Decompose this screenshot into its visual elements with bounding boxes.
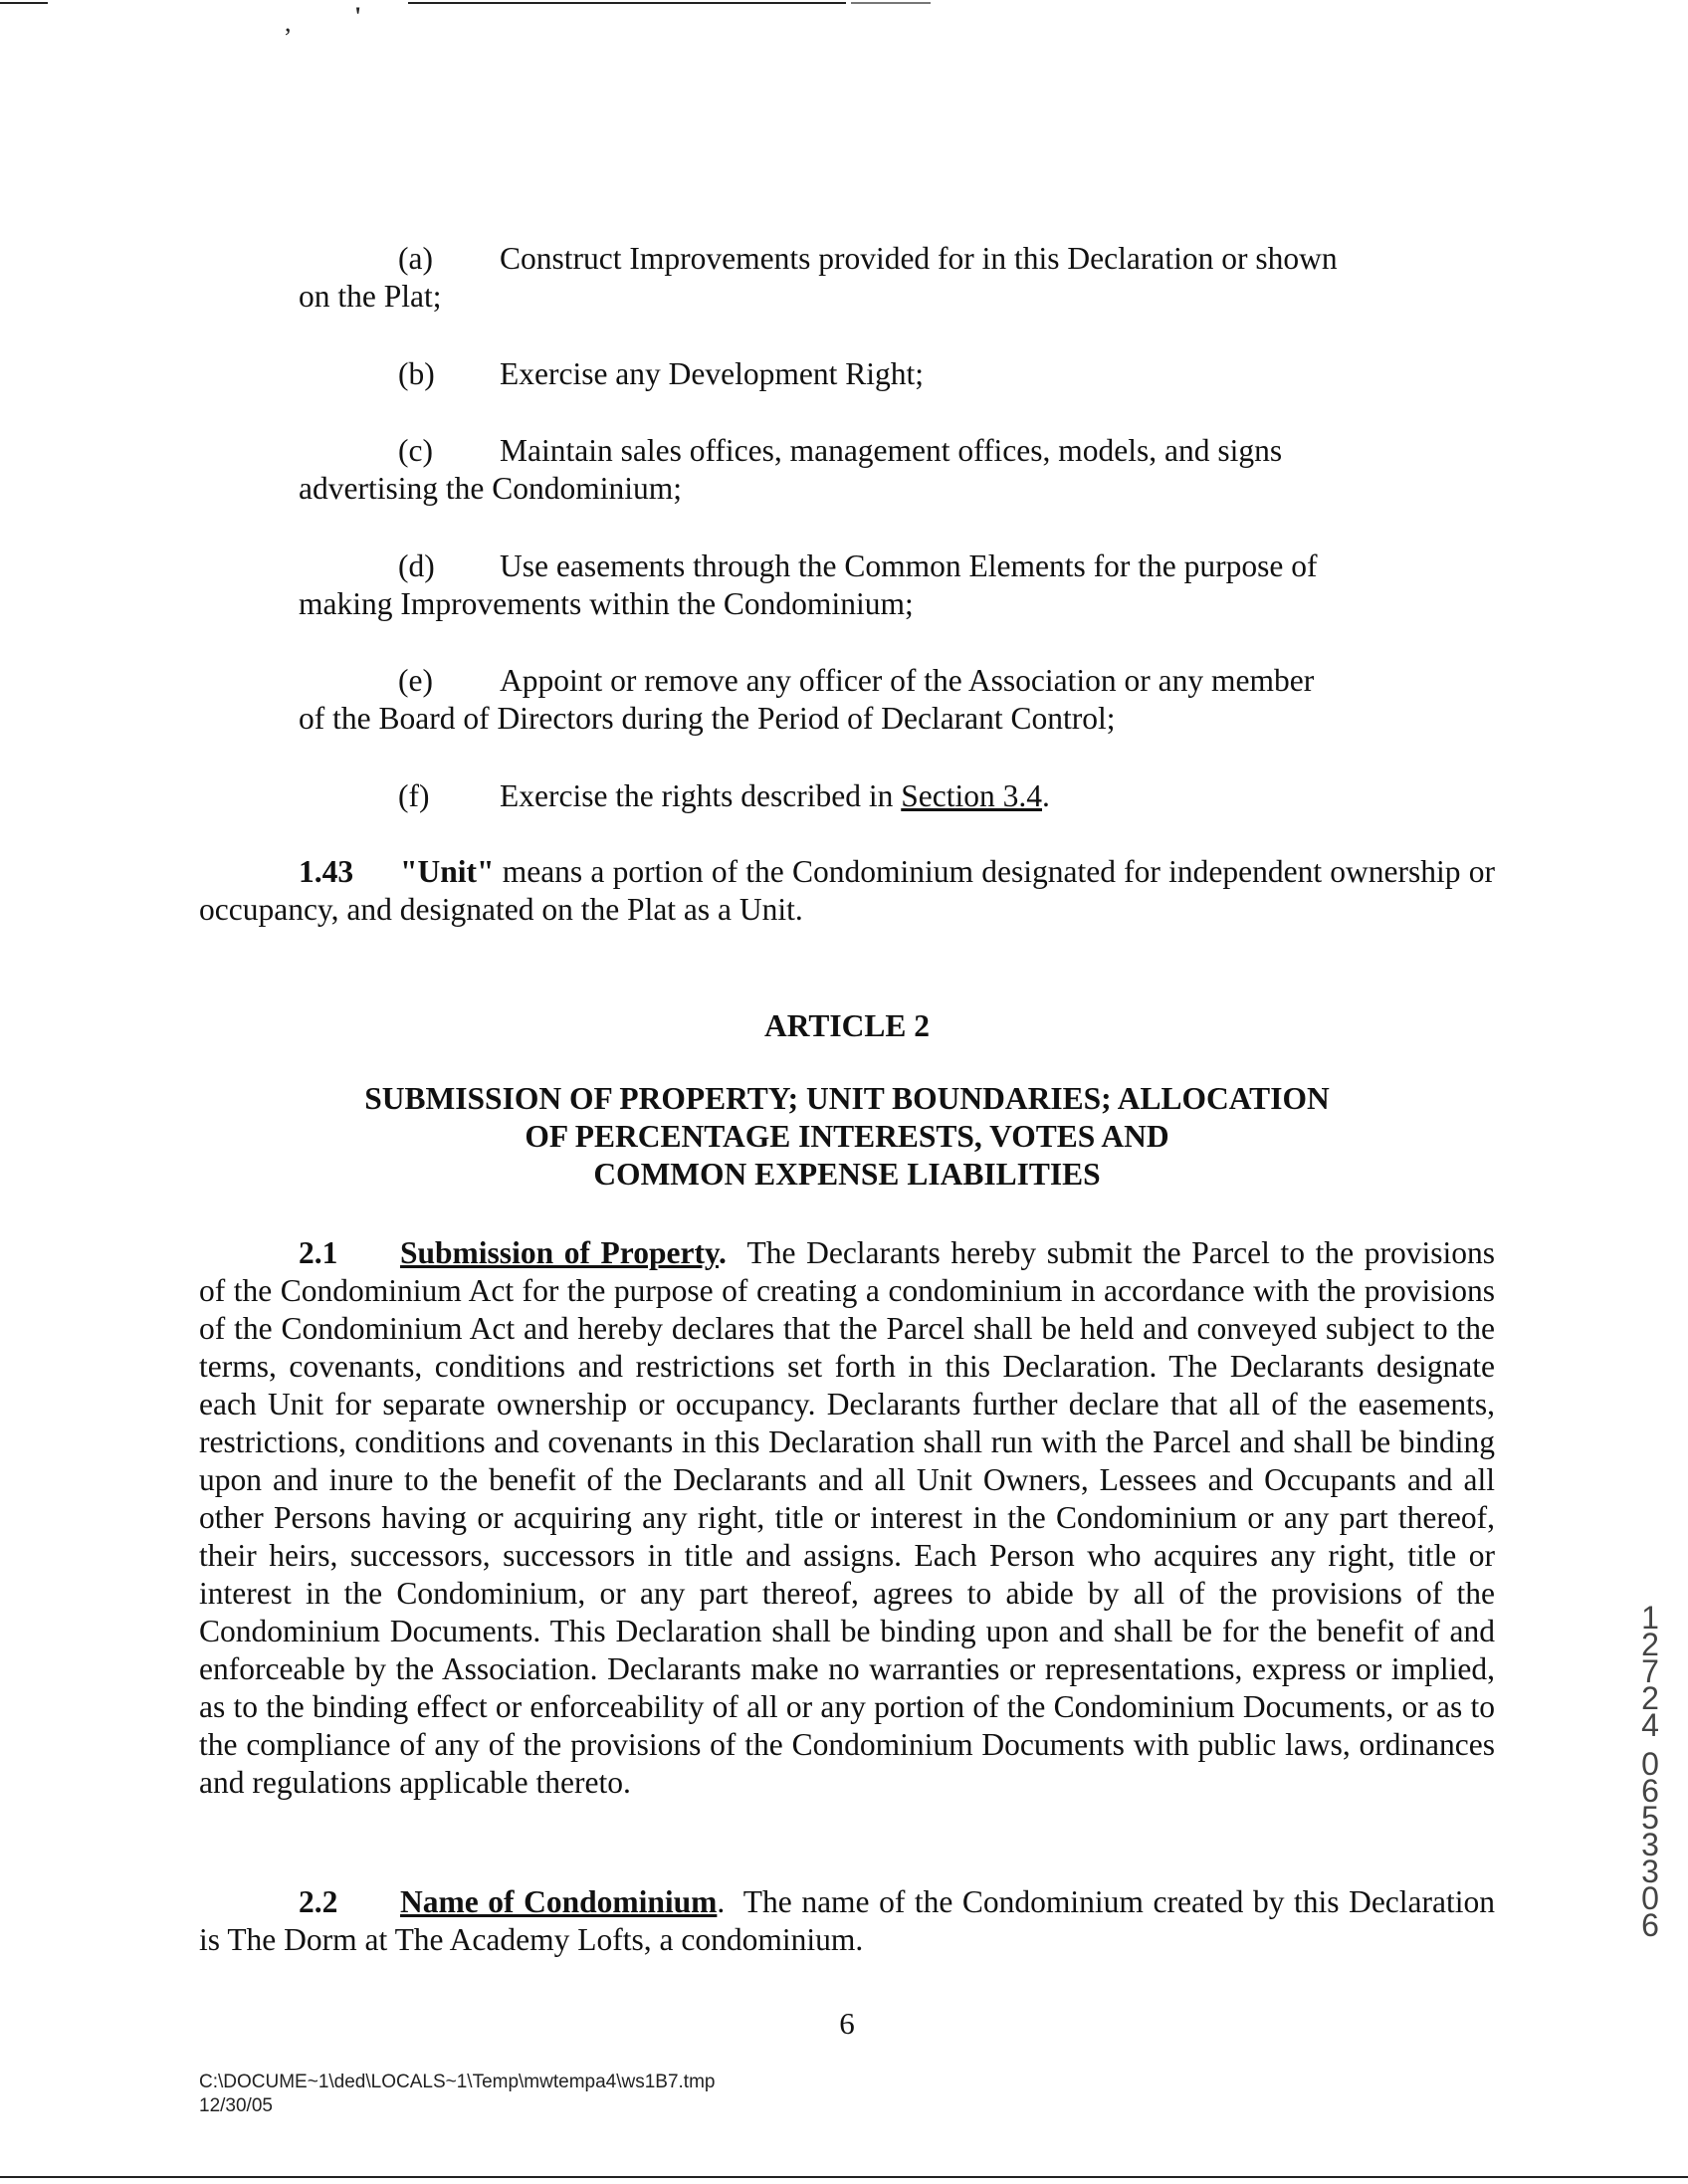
section-number: 2.1 (299, 1235, 338, 1270)
item-e: (e) Appoint or remove any officer of the Association or any member (299, 662, 1395, 700)
top-rule-main (408, 2, 846, 4)
article-heading: ARTICLE 2 (763, 1008, 931, 1043)
item-d-cont: making Improvements within the Condominium; (299, 586, 914, 621)
section-number: 1.43 (299, 854, 354, 889)
section-2-2: 2.2 Name of Condominium. The name of the Condominium created by this Declaration is The Dorm at The Academy Lofts, a condominium. (199, 1884, 1495, 1957)
item-a-cont: on the Plat; (299, 279, 442, 314)
item-label: (d) (398, 548, 435, 583)
item-b: (b) Exercise any Development Right; (299, 355, 1395, 393)
header-mark-2: ' (354, 2, 362, 31)
page-number: 6 (839, 2006, 855, 2041)
item-a: (a) Construct Improvements provided for in this Declaration or shown (299, 240, 1395, 278)
defined-term: "Unit" (400, 854, 495, 889)
header-mark-1: , (285, 8, 292, 37)
footer-date: 12/30/05 (199, 2095, 273, 2116)
section-title: Submission of Property (400, 1235, 719, 1270)
article-title-line-2: OF PERCENTAGE INTERESTS, VOTES AND (525, 1119, 1169, 1154)
item-d: (d) Use easements through the Common Elements for the purpose of (299, 547, 1395, 585)
top-rule-right (851, 2, 931, 4)
item-label: (f) (398, 778, 430, 813)
item-c-cont: advertising the Condominium; (299, 471, 682, 506)
article-title-line-3: COMMON EXPENSE LIABILITIES (593, 1157, 1101, 1192)
article-title-line-1: SUBMISSION OF PROPERTY; UNIT BOUNDARIES; ALLOCATION (364, 1081, 1330, 1116)
item-label: (e) (398, 663, 433, 698)
item-c: (c) Maintain sales offices, management offices, models, and signs (299, 432, 1395, 470)
item-e-cont: of the Board of Directors during the Period of Declarant Control; (299, 701, 1116, 736)
section-number: 2.2 (299, 1884, 338, 1919)
bottom-rule (0, 2176, 1688, 2178)
definition-1-43: 1.43 "Unit" means a portion of the Condominium designated for independent ownership or occupancy, and designated on the Plat as a Unit. (199, 854, 1495, 927)
item-label: (a) (398, 241, 433, 276)
item-label: (b) (398, 356, 435, 391)
item-label: (c) (398, 433, 433, 468)
section-title: Name of Condominium (400, 1884, 718, 1919)
item-f: (f) Exercise the rights described in Section 3.4. (299, 777, 1395, 815)
section-2-1: 2.1 Submission of Property. The Declarants hereby submit the Parcel to the provisions of the Condominium Act for the purpose of creating a condominium in accordance with the provisions of the Condominium Act and hereby declares that the Parcel shall be held and conveyed subject to the terms, covenants, conditions and restrictions set forth in this Declaration. The Declarants designate each Unit for separate ownership or occupancy. Declarants further declare that all of the easements, restrictions, conditions and covenants in this Declaration shall run with the Parcel and shall be binding upon and inure to the benefit of the Declarants and all Unit Owners, Lessees and Occupants and all other Persons having or acquiring any right, title or interest in the Condominium or any part thereof, their heirs, successors, successors in title and assigns. Each Person who acquires any right, title or interest in the Condominium, or any part thereof, agrees to abide by all of the provisions of the Condominium Documents. This Declaration shall be binding upon and shall be for the benefit of and enforceable by the Association. Declarants make no warranties or representations, express or implied, as to the binding effect or enforceability of all or any portion of the Condominium Documents, or as to the compliance of any of the provisions of the Condominium Documents with public laws, ordinances and regulations applicable thereto. (199, 1235, 1495, 1800)
section-3-4-reference: Section 3.4 (901, 778, 1042, 813)
recording-stamp: 1 2 7 2 4 0 6 5 3 3 0 6 (1641, 1600, 1659, 1943)
footer-path: C:\DOCUME~1\ded\LOCALS~1\Temp\mwtempa4\ws1B7.tmp (199, 2072, 716, 2092)
top-rule-left (0, 2, 48, 4)
